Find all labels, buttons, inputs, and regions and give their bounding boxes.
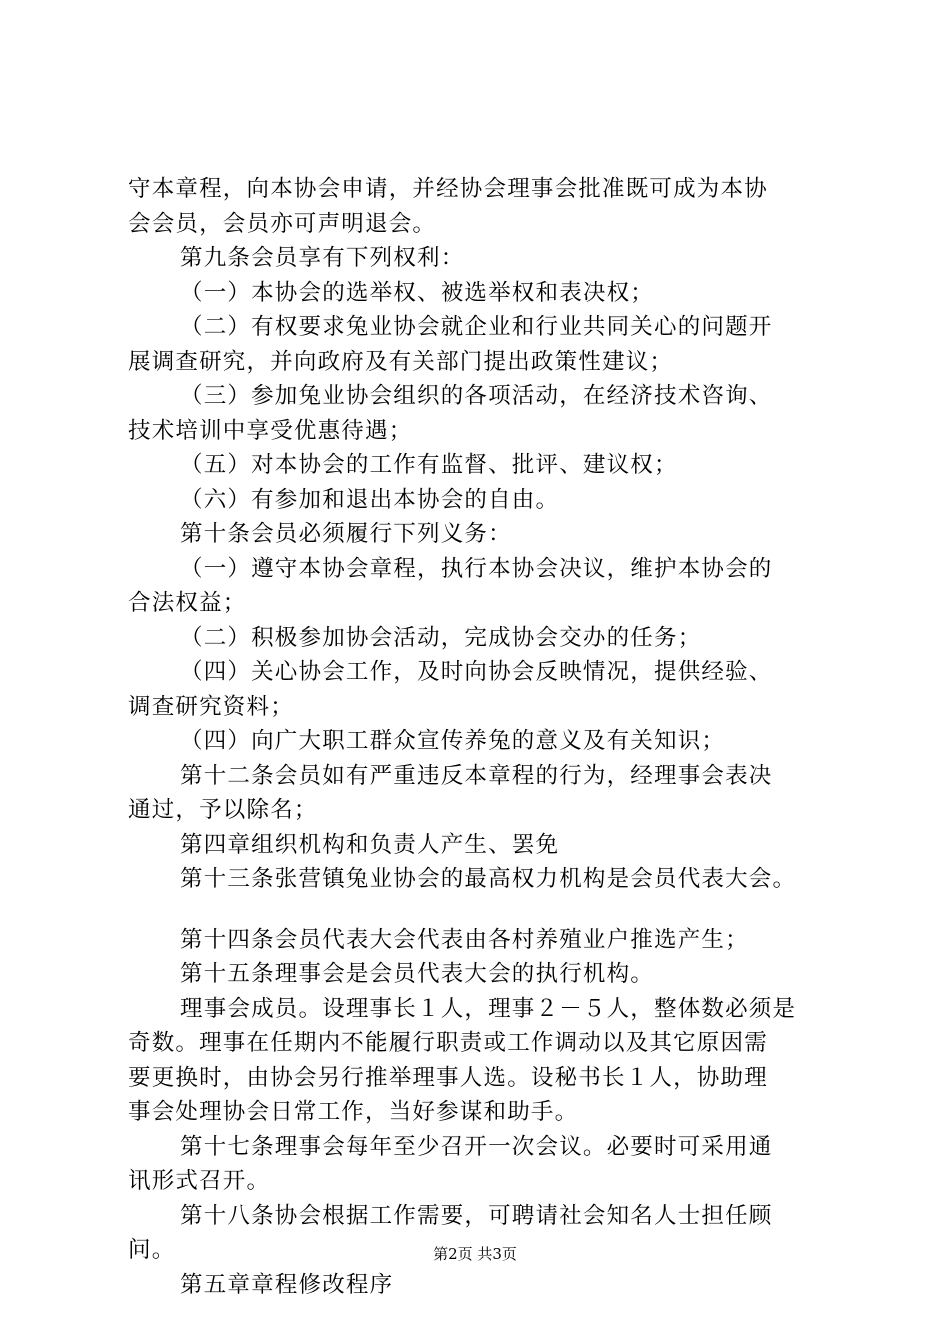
text-line: （三）参加兔业协会组织的各项活动，在经济技术咨询、 [180, 383, 773, 409]
text-line: （四）关心协会工作，及时向协会反映情况，提供经验、 [180, 659, 773, 685]
text-line: 要更换时，由协会另行推举理事人选。设秘书长１人，协助理 [128, 1064, 768, 1091]
text-line: 问。 [128, 1237, 176, 1263]
text-line: （一）本协会的选举权、被选举权和表决权； [180, 279, 655, 306]
text-line: （六）有参加和退出本协会的自由。 [180, 486, 560, 513]
text-line: 第十七条理事会每年至少召开一次会议。必要时可采用通 [180, 1133, 773, 1160]
text-line: 第五章章程修改程序 [180, 1271, 394, 1298]
text-line: 奇数。理事在任期内不能履行职责或工作调动以及其它原因需 [128, 1030, 768, 1056]
text-line: 第十三条张营镇兔业协会的最高权力机构是会员代表大会。 [180, 866, 797, 892]
text-line: 会会员，会员亦可声明退会。 [128, 210, 437, 237]
text-line: （二）有权要求兔业协会就企业和行业共同关心的问题开 [180, 314, 773, 340]
text-line: 理事会成员。设理事长１人，理事２－５人，整体数必须是 [180, 995, 797, 1022]
text-line: 第十八条协会根据工作需要，可聘请社会知名人士担任顾 [180, 1202, 773, 1229]
text-line: 通过，予以除名； [128, 797, 318, 823]
text-line: （五）对本协会的工作有监督、批评、建议权； [180, 452, 678, 478]
text-line: 技术培训中享受优惠待遇； [128, 417, 413, 444]
text-line: 讯形式召开。 [128, 1168, 271, 1194]
text-line: 守本章程，向本协会申请，并经协会理事会批准既可成为本协 [128, 176, 768, 202]
text-line: 事会处理协会日常工作，当好参谋和助手。 [128, 1099, 579, 1125]
text-line: 第十二条会员如有严重违反本章程的行为，经理事会表决 [180, 762, 773, 789]
text-line: 合法权益； [128, 590, 247, 616]
document-body [128, 172, 844, 1302]
text-line: （四）向广大职工群众宣传养兔的意义及有关知识； [180, 728, 726, 754]
text-line: （二）积极参加协会活动，完成协会交办的任务； [180, 624, 702, 651]
text-line: 调查研究资料； [128, 693, 294, 720]
text-line: 第十五条理事会是会员代表大会的执行机构。 [180, 961, 655, 987]
text-line: 第十四条会员代表大会代表由各村养殖业户推选产生； [180, 926, 749, 953]
text-line: 展调查研究，并向政府及有关部门提出政策性建议； [128, 348, 674, 375]
text-line: 第四章组织机构和负责人产生、罢免 [180, 831, 560, 858]
text-line: 第九条会员享有下列权利： [180, 245, 465, 271]
page-footer: 第2页 共3页 [433, 1245, 517, 1263]
text-line: （一）遵守本协会章程，执行本协会决议，维护本协会的 [180, 555, 773, 582]
text-line: 第十条会员必须履行下列义务： [180, 521, 512, 547]
